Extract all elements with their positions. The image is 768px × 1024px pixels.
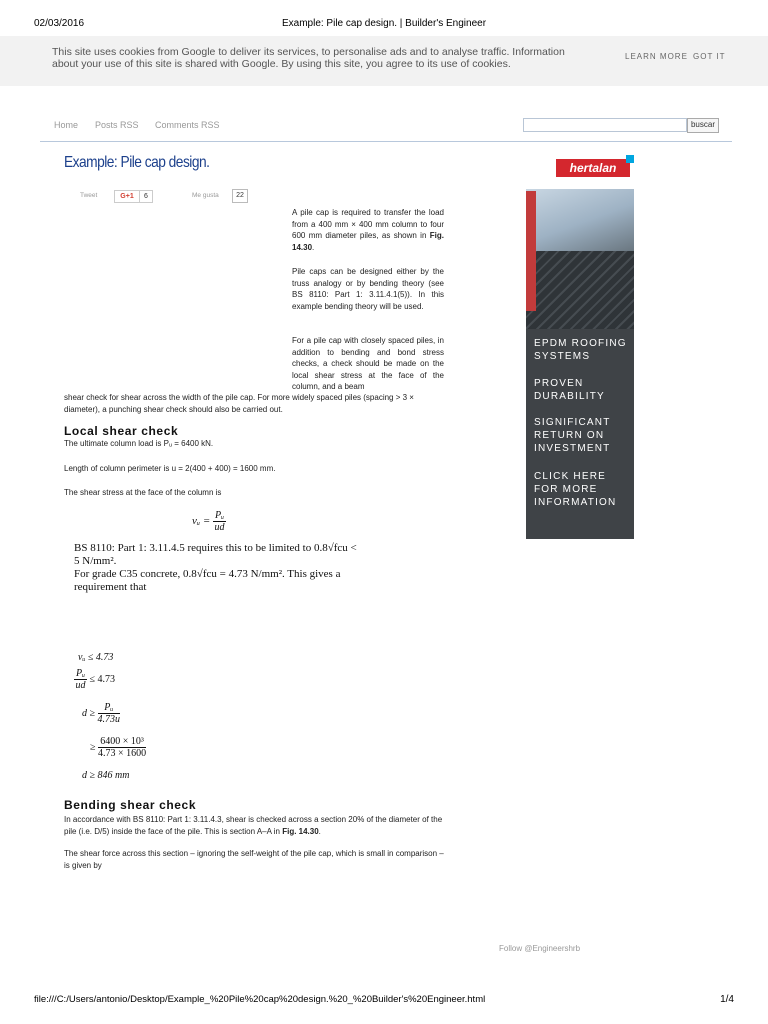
fraction-numerator: Pᵤ	[76, 668, 86, 679]
equation-fraction	[213, 510, 226, 533]
equation-d-fraction	[98, 736, 146, 759]
print-date: 02/03/2016	[34, 18, 85, 29]
paragraph-bending-shear-end: .	[318, 826, 321, 836]
tweet-button[interactable]: Tweet	[80, 192, 98, 199]
fraction-denominator: ud	[75, 680, 86, 691]
equation-b-rhs: ≤ 4.73	[89, 673, 116, 685]
heading-local-shear-check: Local shear check	[64, 424, 179, 438]
text-column-load: The ultimate column load is Pᵤ = 6400 kN.	[64, 439, 214, 448]
cookie-message: This site uses cookies from Google to deliver its services, to personalise ads and to analyse traffic. Information about your use of this site is shared with Google. By using this site, you agree to its use of cookies.	[52, 46, 565, 70]
ad-roof-tiles	[526, 251, 634, 329]
paragraph-shear-force: The shear force across this section – ignoring the self-weight of the pile cap, which is small in comparison – is given by	[64, 849, 444, 870]
fraction-numerator: Pᵤ	[98, 702, 121, 714]
equation-b	[74, 668, 115, 691]
ad-line-durability: PROVEN DURABILITY	[534, 378, 605, 402]
search-button[interactable]: buscar	[687, 118, 719, 133]
adchoices-icon[interactable]	[626, 155, 634, 163]
paragraph-intro-end: .	[312, 242, 315, 252]
ad-line-click-here[interactable]: CLICK HERE FOR MORE INFORMATION	[534, 471, 617, 508]
learn-more-button[interactable]: LEARN MORE	[625, 52, 688, 61]
paragraph-bending-shear	[64, 814, 449, 837]
paragraph-checks: For a pile cap with closely spaced piles, in addition to bending and bond stress checks, a check should be made on the local shear stress at the face of the column, and a beam	[292, 336, 444, 391]
cookie-banner	[0, 36, 768, 86]
equation-b-fraction	[74, 668, 87, 691]
fraction-numerator: Pᵤ	[215, 510, 225, 521]
equation-d	[90, 736, 146, 759]
print-page-title: Example: Pile cap design. | Builder's Engineer	[281, 18, 487, 29]
ad-logo: hertalan	[556, 159, 630, 177]
got-it-button[interactable]: GOT IT	[693, 52, 726, 61]
equation-shear-stress	[192, 510, 226, 533]
print-url: file:///C:/Users/antonio/Desktop/Example_%20Pile%20cap%20design.%20_%20Builder's%20Engineer.html	[34, 994, 486, 1005]
post-title[interactable]: Example: Pile cap design.	[64, 154, 210, 171]
paragraph-intro	[292, 207, 444, 253]
print-page-number: 1/4	[720, 994, 734, 1005]
paragraph-design-method: Pile caps can be designed either by the truss analogy or by bending theory (see BS 8110: Part 1: 3.11.4.1(5)). In this example bending theory will be used.	[292, 267, 444, 311]
paragraph-checks-continued: shear check for shear across the width of the pile cap. For more widely spaced piles (spacing > 3 × diameter), a punching shear check should also be carried out.	[64, 393, 414, 414]
nav-comments-rss-link[interactable]: Comments RSS	[155, 120, 220, 130]
paragraph-bending-shear-text: In accordance with BS 8110: Part 1: 3.11.4.3, shear is checked across a section 20% of the diameter of the pile (i.e. D/5) inside the face of the pile. This is section A–A in	[64, 815, 443, 836]
nav-posts-rss-link[interactable]: Posts RSS	[95, 120, 139, 130]
like-button[interactable]: Me gusta	[192, 192, 219, 199]
nav-home-link[interactable]: Home	[54, 120, 79, 130]
like-count: 22	[232, 189, 248, 203]
equation-a: vᵤ ≤ 4.73	[78, 652, 114, 663]
google-plus-button[interactable]: G+1	[114, 190, 140, 203]
ad-line-roofing: EPDM ROOFING SYSTEMS	[534, 338, 627, 362]
fraction-denominator: ud	[214, 522, 225, 533]
requirement-text	[74, 542, 364, 594]
equation-c-lhs: d ≥	[82, 707, 95, 719]
follow-twitter-link[interactable]: Follow @Engineershrb	[499, 944, 581, 953]
fraction-denominator: 4.73 × 1600	[98, 748, 147, 759]
fraction-numerator: 6400 × 10³	[98, 736, 146, 748]
requirement-limit: BS 8110: Part 1: 3.11.4.5 requires this to be limited to 0.8√fcu < 5 N/mm².	[74, 542, 357, 567]
equation-lhs: vᵤ =	[192, 515, 211, 528]
figure-reference: Fig. 14.30	[292, 231, 444, 252]
google-plus-count: 6	[139, 190, 153, 203]
nav-divider	[40, 141, 732, 142]
figure-reference: Fig. 14.30	[282, 826, 319, 836]
text-shear-stress: The shear stress at the face of the column is	[64, 488, 222, 497]
equation-c-fraction	[98, 702, 121, 725]
equation-e: d ≥ 846 mm	[82, 770, 130, 781]
ad-line-investment: SIGNIFICANT RETURN ON INVESTMENT	[534, 417, 611, 454]
ad-building-wall	[526, 191, 536, 311]
paragraph-intro-text: A pile cap is required to transfer the load from a 400 mm × 400 mm column to four 600 mm diameter piles, as shown in	[292, 208, 444, 240]
advertisement-banner[interactable]	[526, 155, 634, 539]
equation-c	[82, 702, 120, 725]
requirement-grade: For grade C35 concrete, 0.8√fcu = 4.73 N/mm². This gives a requirement that	[74, 568, 341, 593]
text-column-perimeter: Length of column perimeter is u = 2(400 + 400) = 1600 mm.	[64, 464, 276, 473]
search-input[interactable]	[523, 118, 687, 132]
fraction-denominator: 4.73u	[97, 714, 120, 725]
equation-d-lhs: ≥	[90, 741, 96, 753]
heading-bending-shear-check: Bending shear check	[64, 798, 197, 812]
